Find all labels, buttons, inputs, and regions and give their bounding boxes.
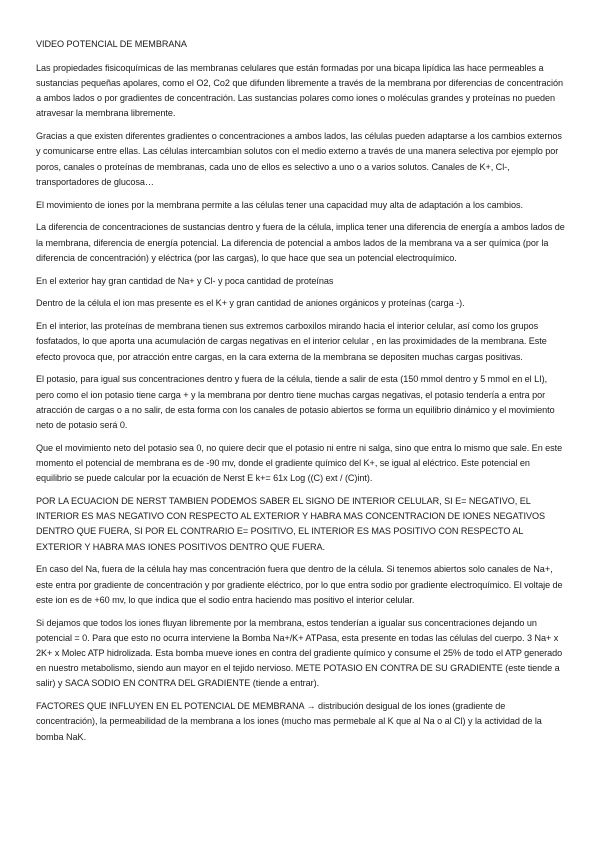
paragraph-membrane-properties: Las propiedades fisicoquímicas de las membranas celulares que están formadas por una bicapa lipídica las hace permeables a sustancias pequeñas apolares, como el O2, Co2 que difunden libremente a través de la membrana por diferencias de concentración a ambos lados o por gradientes de concentración. Las sustancias polares como iones o moléculas grandes y proteínas no pueden atravesar la membrana libremente.: [36, 62, 564, 119]
paragraph-nernst-equation: Que el movimiento neto del potasio sea 0, no quiere decir que el potasio ni entre ni salga, sino que entra lo mismo que sale. En este momento el potencial de membrana es de -90 mv, donde el gradiente químico del K+, se igual al eléctrico. Este potencial en equilibrio se puede calcular por la ecuación de Nerst E k+= 61x Log ((C) ext / (C)int).: [36, 442, 563, 484]
paragraph-sodium-potassium-pump: Si dejamos que todos los iones fluyan libremente por la membrana, estos tenderían a igualar sus concentraciones dejando un potencial = 0. Para que esto no ocurra interviene la Bomba Na+/K+ ATPasa, esta presente en todas las células del cuerpo. 3 Na+ x 2K+ x Molec ATP hidrolizada. Esta bomba mueve iones en contra del gradiente químico y consume el 25% de todo el ATP generado en nuestro metabolismo, siendo aun mayor en el tejido nervioso. METE POTASIO EN CONTRA DE SU GRADIENTE (este tiende a salir) y SACA SODIO EN CONTRA DEL GRADIENTE (tiende a entrar).: [36, 617, 563, 689]
paragraph-nernst-sign: POR LA ECUACION DE NERST TAMBIEN PODEMOS SABER EL SIGNO DE INTERIOR CELULAR, SI E= NEGATIVO, EL INTERIOR ES MAS NEGATIVO CON RESPECTO AL EXTERIOR Y HABRA MAS CONCENTRACION DE IONES NEGATIVOS DENTRO QUE FUERA, SI POR EL CONTRARIO E= POSITIVO, EL INTERIOR ES MAS POSITIVO CON RESPECTO AL EXTERIOR Y HABRA MAS IONES POSITIVOS DENTRO QUE FUERA.: [36, 495, 546, 552]
paragraph-influencing-factors: FACTORES QUE INFLUYEN EN EL POTENCIAL DE MEMBRANA → distribución desigual de los iones (gradiente de concentración), la permeabilidad de la membrana a los iones (mucho mas permebale al K que al Na o al Cl) y la actividad de la bomba NaK.: [36, 701, 542, 742]
paragraph-exterior-ions: En el exterior hay gran cantidad de Na+ y Cl- y poca cantidad de proteínas: [36, 275, 334, 286]
paragraph-interior-ions: Dentro de la célula el ion mas presente es el K+ y gran cantidad de aniones orgánicos y proteínas (carga -).: [36, 298, 465, 309]
paragraph-potential-difference: La diferencia de concentraciones de sustancias dentro y fuera de la célula, implica tener una diferencia de energía a ambos lados de la membrana, diferencia de energía potencial. La diferencia de potencial a ambos lados de la membrana va a ser química (por la diferencia de concentración) y eléctrica (por las cargas), lo que hace que sea un potencial electroquímico.: [36, 222, 565, 263]
paragraph-interior-charges: En el interior, las proteínas de membrana tienen sus extremos carboxilos mirando hacia el interior celular, así como los grupos fosfatados, lo que aporta una acumulación de cargas negativas en el interior celular , en las proximidades de la membrana. Este efecto provoca que, por atracción entre cargas, en la cara externa de la membrana se depositen muchas cargas positivas.: [36, 321, 547, 362]
document-page: [36, 37, 566, 752]
document-title: VIDEO POTENCIAL DE MEMBRANA: [36, 39, 187, 49]
paragraph-sodium: En caso del Na, fuera de la célula hay mas concentración fuera que dentro de la célula. Si tenemos abiertos solo canales de Na+, este entra por gradiente de concentración y por gradiente eléctrico, por lo que entra sodio por gradiente electroquímico. El voltaje de este ion es de +60 mv, lo que indica que el sodio entra haciendo mas positivo el interior celular.: [36, 564, 563, 605]
paragraph-ion-movement: El movimiento de iones por la membrana permite a las células tener una capacidad muy alta de adaptación a los cambios.: [36, 199, 523, 210]
paragraph-potassium: El potasio, para igual sus concentraciones dentro y fuera de la célula, tiende a salir de esta (150 mmol dentro y 5 mmol en el LI), pero como el ion potasio tiene carga + y la membrana por dentro tiene muchas cargas negativas, el potasio tendería a entra por atracción de cargas o a no salir, de esta forma con los canales de potasio abiertos se forma un equilibrio dinámico y el movimiento neto de potasio será 0.: [36, 374, 555, 430]
paragraph-gradients-adaptation: Gracias a que existen diferentes gradientes o concentraciones a ambos lados, las células pueden adaptarse a los cambios externos y comunicarse entre ellas. Las células intercambian solutos con el medio externo a través de una manera selectiva por ejemplo por poros, canales o proteínas de membranas, cada uno de ellos es selectivo a uno o a varios solutos. Canales de K+, Cl-, transportadores de glucosa…: [36, 131, 562, 187]
